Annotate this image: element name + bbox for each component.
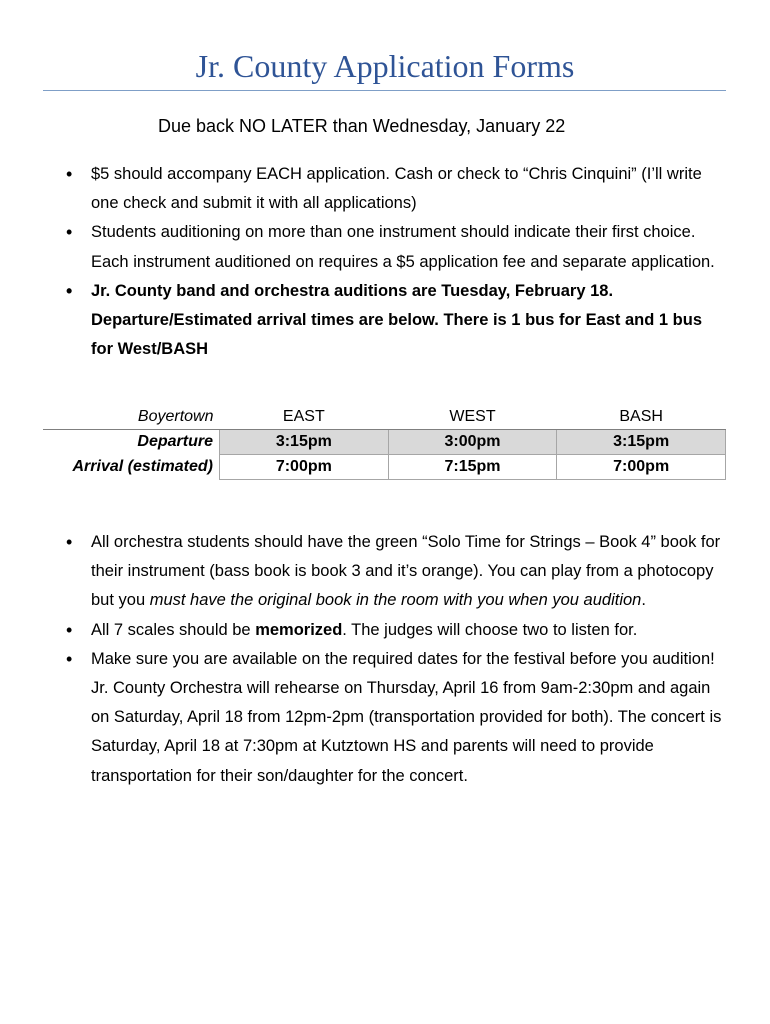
table-header-row — [43, 405, 726, 430]
solo-book-end: . — [641, 591, 646, 610]
departure-east: 3:15pm — [220, 430, 389, 455]
list-item-multiple-instruments: • Students auditioning on more than one instrument should indicate their first choice. Each instrument auditioned on requires a $5 application fee and separate application. — [64, 218, 726, 276]
column-header-east: EAST — [220, 405, 389, 430]
row-label-departure: Departure — [137, 433, 213, 451]
bus-schedule-table — [43, 405, 726, 480]
arrival-bash: 7:00pm — [557, 455, 726, 480]
table-corner-label: Boyertown — [43, 405, 220, 430]
arrival-west: 7:15pm — [388, 455, 557, 480]
list-item-scales — [64, 616, 726, 645]
table-row-arrival — [43, 455, 726, 480]
instructions-list — [64, 528, 726, 791]
list-item-solo-book — [64, 528, 726, 616]
column-header-west: WEST — [388, 405, 557, 430]
list-item-audition-date: • Jr. County band and orchestra auditions are Tuesday, February 18. Departure/Estimated arrival times are below. There is 1 bus for East and 1 bus for West/BASH — [64, 277, 726, 365]
title-divider — [43, 90, 726, 91]
page-title: Jr. County Application Forms — [195, 48, 575, 84]
requirements-list — [64, 160, 726, 364]
solo-book-emphasis: must have the original book in the room with you when you audition — [149, 591, 642, 610]
list-item-fee: • $5 should accompany EACH application. Cash or check to “Chris Cinquini” (I’ll write one check and submit it with all applications) — [64, 160, 726, 218]
due-date-line: Due back NO LATER than Wednesday, January 22 — [158, 116, 566, 136]
table-row-departure — [43, 430, 726, 455]
arrival-east: 7:00pm — [220, 455, 389, 480]
column-header-bash: BASH — [557, 405, 726, 430]
scales-end: . The judges will choose two to listen for. — [342, 620, 638, 639]
scales-emphasis: memorized — [255, 620, 343, 639]
departure-bash: 3:15pm — [557, 430, 726, 455]
solo-book-text: All orchestra students should have the green “Solo Time for Strings – Book 4” book for their instrument (bass book is book 3 and it’s orange). You can play from a photocopy but you — [91, 533, 721, 610]
row-label-arrival: Arrival (estimated) — [72, 458, 213, 475]
departure-west: 3:00pm — [388, 430, 557, 455]
scales-text: All 7 scales should be — [91, 620, 256, 639]
list-item-availability: • Make sure you are available on the required dates for the festival before you audition! Jr. County Orchestra will rehearse on Thursday, April 16 from 9am-2:30pm and again on Saturday, April 18 from 12pm-2pm (transportation provided for both). The concert is Saturday, April 18 at 7:30pm at Kutztown HS and parents will need to provide transportation for their son/daughter for the concert. — [64, 645, 726, 791]
